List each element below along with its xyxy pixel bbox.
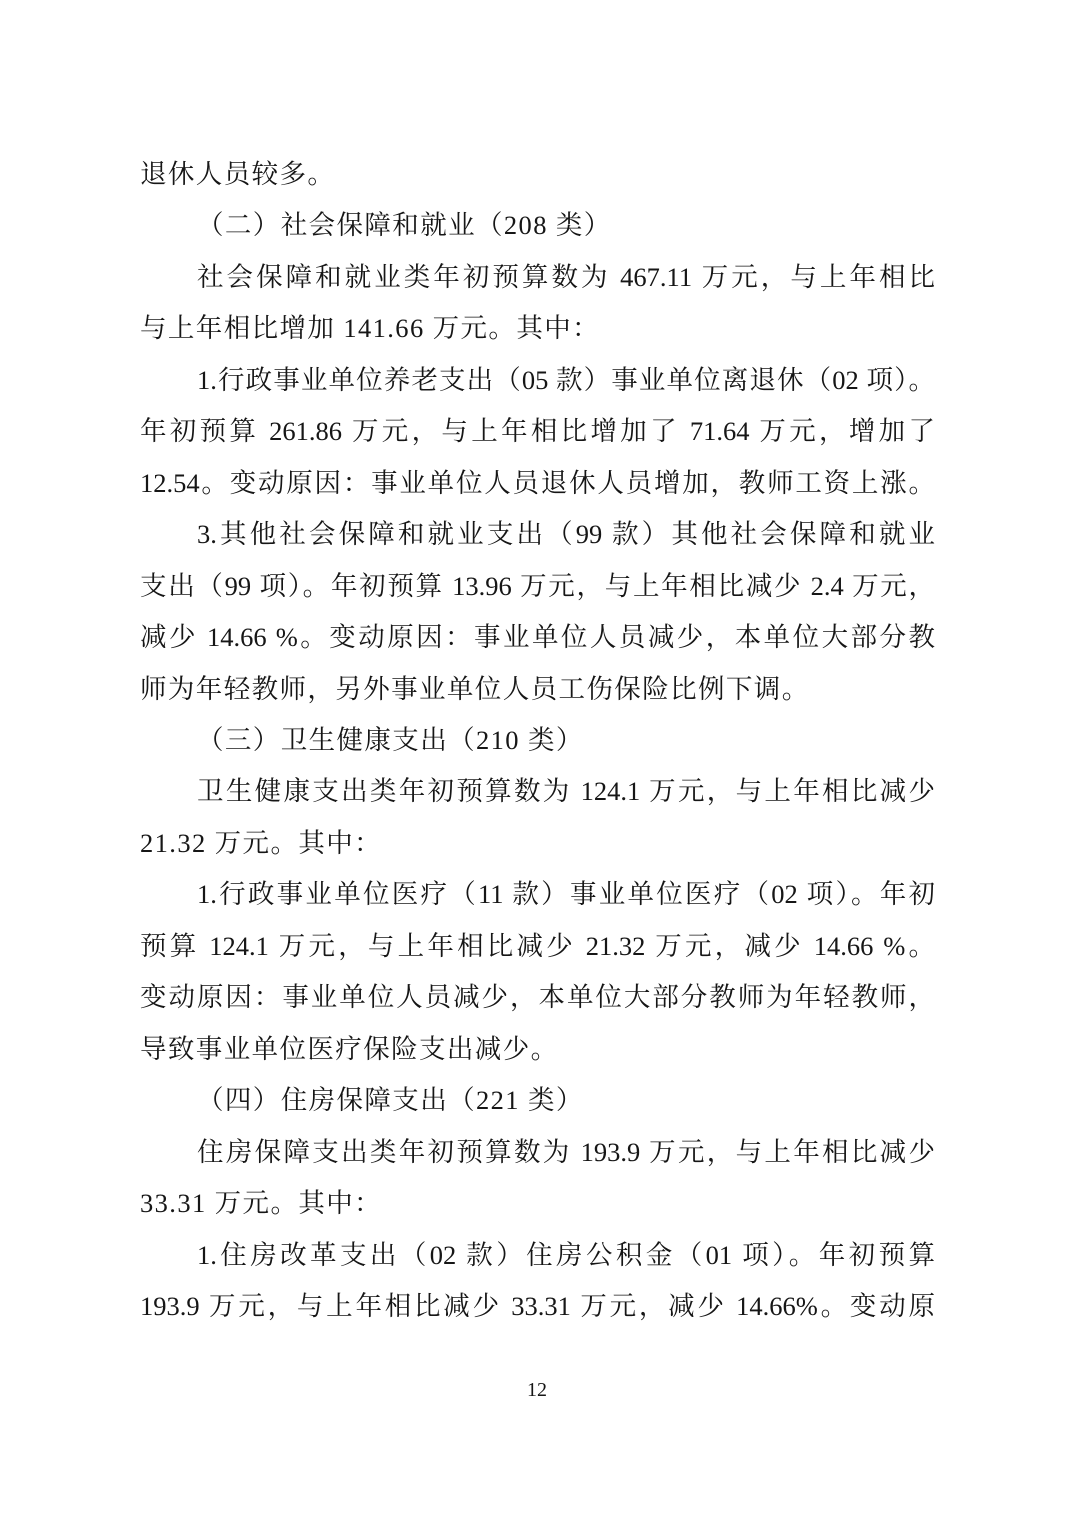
text-line: 与上年相比增加 141.66 万元。其中： (140, 313, 601, 344)
text-line: 住房保障支出类年初预算数为 193.9 万元，与上年相比减少 (197, 1136, 935, 1167)
text-line: 21.32 万元。其中： (140, 827, 383, 858)
text-line: 支出（99 项）。年初预算 13.96 万元，与上年相比减少 2.4 万元， (140, 570, 935, 601)
section-heading-text: （二）社会保障和就业（208 类） (197, 210, 612, 241)
section-heading-social-security (140, 200, 935, 251)
text-line: 193.9 万元，与上年相比减少 33.31 万元，减少 14.66%。变动原 (140, 1290, 935, 1321)
page-number: 12 (527, 1379, 547, 1401)
text-line: 导致事业单位医疗保险支出减少。 (140, 1033, 559, 1064)
text-line: 33.31 万元。其中： (140, 1188, 383, 1219)
list-item (140, 869, 935, 1075)
text-line: 1.行政事业单位医疗（11 款）事业单位医疗（02 项）。年初 (197, 879, 935, 910)
list-item (140, 1230, 935, 1333)
section-heading-health (140, 715, 935, 766)
section-heading-text: （三）卫生健康支出（210 类） (197, 724, 584, 755)
text-line: 1.住房改革支出（02 款）住房公积金（01 项）。年初预算 (197, 1239, 935, 1270)
list-item (140, 355, 935, 509)
section-heading-text: （四）住房保障支出（221 类） (197, 1085, 584, 1116)
section-heading-housing (140, 1075, 935, 1126)
text-line: 师为年轻教师，另外事业单位人员工伤保险比例下调。 (140, 673, 810, 704)
text-line: 退休人员较多。 (140, 159, 336, 189)
text-line: 变动原因：事业单位人员减少，本单位大部分教师为年轻教师， (140, 982, 935, 1013)
text-line: 卫生健康支出类年初预算数为 124.1 万元，与上年相比减少 (197, 776, 935, 807)
paragraph (140, 252, 935, 355)
paragraph (140, 1127, 935, 1230)
text-line: 年初预算 261.86 万元，与上年相比增加了 71.64 万元，增加了 (140, 416, 935, 447)
text-line: 12.54。变动原因：事业单位人员退休人员增加，教师工资上涨。 (140, 467, 935, 498)
list-item (140, 509, 935, 715)
text-line: 1.行政事业单位养老支出（05 款）事业单位离退休（02 项）。 (197, 364, 935, 395)
document-body (140, 149, 935, 1332)
text-line: 预算 124.1 万元，与上年相比减少 21.32 万元，减少 14.66 %。 (140, 930, 935, 961)
paragraph (140, 766, 935, 869)
paragraph-continuation (140, 149, 935, 200)
text-line: 社会保障和就业类年初预算数为 467.11 万元，与上年相比 (197, 261, 935, 292)
text-line: 3.其他社会保障和就业支出（99 款）其他社会保障和就业 (197, 519, 935, 550)
text-line: 减少 14.66 %。变动原因：事业单位人员减少，本单位大部分教 (140, 622, 935, 653)
